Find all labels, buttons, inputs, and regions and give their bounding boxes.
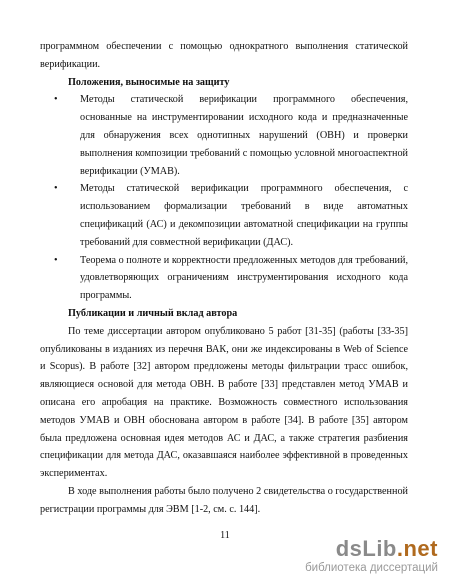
list-item xyxy=(40,180,408,251)
registration-paragraph: В ходе выполнения работы было получено 2 свидетельства о государственной регистрации программы для ЭВМ [1-2, см. с. 144]. xyxy=(40,485,408,515)
list-item xyxy=(40,91,408,180)
publications-paragraph: По теме диссертации автором опубликовано 5 работ [31-35] (работы [33-35] опубликованы в изданиях из перечня ВАК, они же индексированы в Web of Science и Scopus). В работе [32] автором предложены методы фильтрации трасс ошибок, являющиеся основой для метода ОВН. В работе [33] представлен метод УМАВ и описана его апробация на практике. Возможность совместного использования методов УМАВ и ОВН обоснована автором в работе [34]. В работе [35] автором была предложена основная идея методов АС и ДАС, а также стратегия разбиения спецификации для метода ДАС, оказавшаяся наиболее эффективной в проведенных экспериментах. xyxy=(40,325,408,480)
intro-paragraph: программном обеспечении с помощью однократного выполнения статической верификации. xyxy=(40,41,408,70)
list-item-text: Теорема о полноте и корректности предложенных методов для требований, удовлетворяющих ограничениям инструментирования исходного кода программы. xyxy=(80,254,408,302)
site-watermark xyxy=(288,538,438,574)
watermark-brand-main: dsLib xyxy=(335,536,397,561)
bullet-icon: • xyxy=(54,183,58,195)
watermark-logo xyxy=(288,538,438,560)
section-heading-theses: Положения, выносимые на защиту xyxy=(68,76,230,88)
theses-list xyxy=(40,91,408,305)
watermark-brand-accent: .net xyxy=(396,536,438,561)
page-number: 11 xyxy=(220,530,230,541)
bullet-icon: • xyxy=(54,254,58,266)
watermark-subtitle: библиотека диссертаций xyxy=(305,562,438,574)
section-heading-publications: Публикации и личный вклад автора xyxy=(68,307,238,319)
list-item-text: Методы статической верификации программного обеспечения, основанные на инструментировании исходного кода и предназначенные для обнаружения всех однотипных нарушений (ОВН) и проверки выполнения композиции требований с помощью условной многоаспектной верификации (УМАВ). xyxy=(80,94,408,177)
bullet-icon: • xyxy=(54,94,58,106)
list-item-text: Методы статической верификации программного обеспечения, с использованием формализации требований в виде автоматных спецификаций (АС) и декомпозиции автоматной спецификации на группы требований для совместной верификации (ДАС). xyxy=(80,183,408,248)
list-item xyxy=(40,252,408,305)
document-body xyxy=(40,38,408,519)
